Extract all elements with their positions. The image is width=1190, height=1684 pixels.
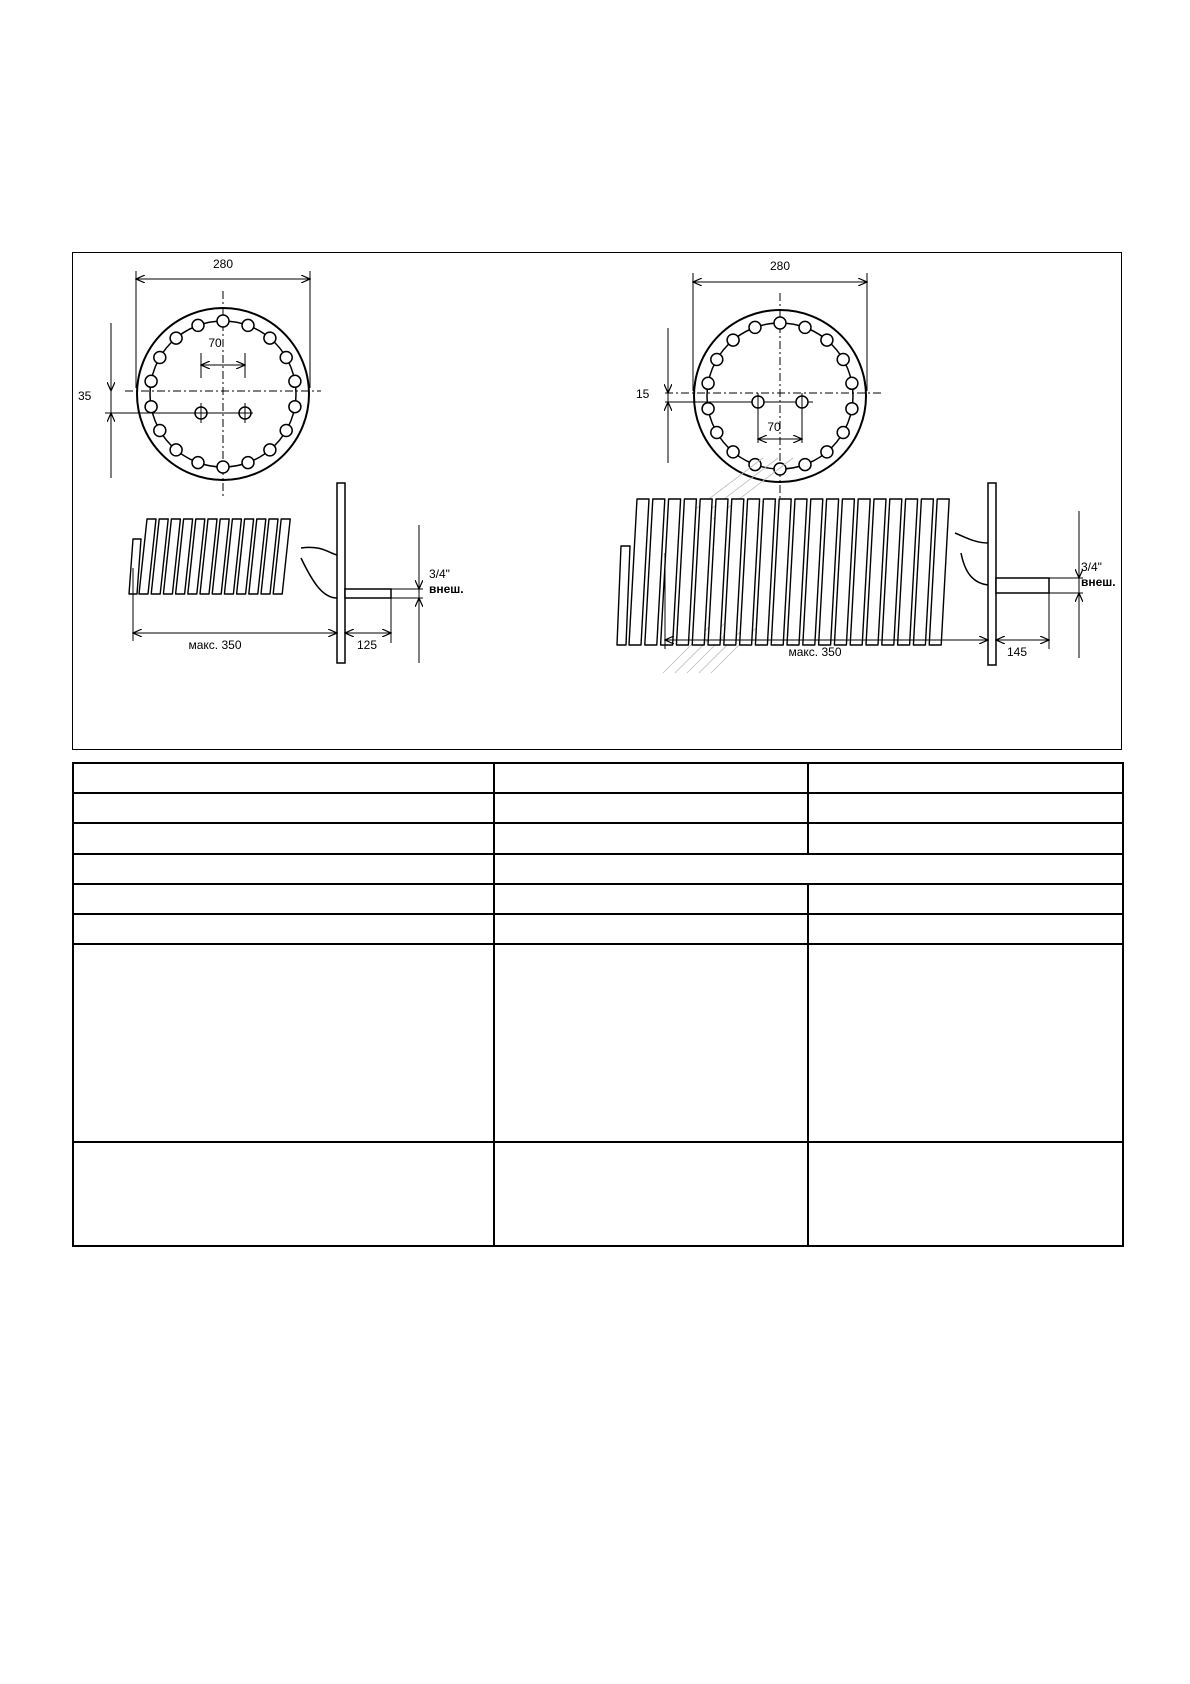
bolt-hole: [774, 317, 786, 329]
right-dim-15: 15: [636, 387, 650, 401]
bolt-hole: [837, 354, 849, 366]
bolt-hole: [711, 427, 723, 439]
left-thread-note: внеш.: [429, 582, 464, 596]
bolt-hole: [821, 446, 833, 458]
table-cell: [494, 1142, 808, 1246]
table-cell: [494, 763, 808, 793]
table-cell: [73, 763, 494, 793]
table-cell: [808, 1142, 1123, 1246]
table-cell: [808, 914, 1123, 944]
bolt-hole: [702, 403, 714, 415]
bolt-hole: [145, 375, 157, 387]
left-flange-plate: [337, 483, 345, 663]
table-cell: [494, 793, 808, 823]
table-cell: [808, 884, 1123, 914]
bolt-hole: [192, 319, 204, 331]
left-dim-280: 280: [212, 257, 234, 271]
left-dim-35: 35: [78, 389, 92, 403]
bolt-hole: [711, 354, 723, 366]
bolt-hole: [799, 459, 811, 471]
table-cell: [73, 793, 494, 823]
bolt-hole: [154, 425, 166, 437]
left-dim-125: 125: [357, 638, 378, 652]
table-row: [73, 763, 1123, 793]
bolt-hole: [799, 321, 811, 333]
table-cell: [494, 884, 808, 914]
table-row: [73, 823, 1123, 854]
right-threaded-pipe: [996, 578, 1049, 593]
bolt-hole: [264, 444, 276, 456]
left-dim-max350: макс. 350: [188, 638, 242, 652]
table-cell: [73, 823, 494, 854]
bolt-hole: [170, 332, 182, 344]
bolt-hole: [289, 375, 301, 387]
table-row: [73, 944, 1123, 1142]
right-thread-size: 3/4": [1081, 560, 1102, 574]
bolt-hole: [702, 377, 714, 389]
bolt-hole: [289, 401, 301, 413]
bolt-hole: [217, 315, 229, 327]
bolt-hole: [837, 427, 849, 439]
right-flange-plate: [988, 483, 996, 665]
right-flange-drawing: [617, 259, 1116, 673]
table-row: [73, 793, 1123, 823]
right-dim-280: 280: [769, 259, 791, 273]
table-cell: [494, 914, 808, 944]
table-row: [73, 1142, 1123, 1246]
table-cell: [494, 823, 808, 854]
table-cell: [808, 823, 1123, 854]
bolt-hole: [821, 334, 833, 346]
bolt-hole: [280, 425, 292, 437]
bolt-hole: [154, 352, 166, 364]
table-cell: [73, 1142, 494, 1246]
table-row: [73, 914, 1123, 944]
table-row: [73, 884, 1123, 914]
drawing-frame: [72, 252, 1122, 750]
bolt-hole: [170, 444, 182, 456]
bolt-hole: [242, 457, 254, 469]
left-coil: [129, 519, 290, 594]
table-cell: [73, 884, 494, 914]
bolt-hole: [217, 461, 229, 473]
left-flange-drawing: [78, 257, 464, 663]
bolt-hole: [727, 446, 739, 458]
bolt-hole: [145, 401, 157, 413]
table-cell: [73, 854, 494, 884]
coil-turn: [617, 546, 630, 645]
table-cell: [73, 914, 494, 944]
bolt-hole: [192, 457, 204, 469]
right-dim-max350: макс. 350: [788, 645, 842, 659]
table-row: [73, 854, 1123, 884]
left-dim-70: 70: [208, 336, 222, 350]
table-cell: [73, 944, 494, 1142]
table-cell: [494, 854, 1123, 884]
bolt-hole: [264, 332, 276, 344]
bolt-hole: [846, 403, 858, 415]
right-dim-145: 145: [1007, 645, 1028, 659]
left-thread-size: 3/4": [429, 567, 450, 581]
right-thread-note: внеш.: [1081, 575, 1116, 589]
table-cell: [808, 763, 1123, 793]
table-cell: [494, 944, 808, 1142]
bolt-hole: [280, 352, 292, 364]
bolt-hole: [846, 377, 858, 389]
spec-table: [72, 762, 1124, 1247]
bolt-hole: [242, 319, 254, 331]
right-dim-70: 70: [767, 420, 781, 434]
table-cell: [808, 793, 1123, 823]
right-coil: [617, 499, 949, 645]
bolt-hole: [727, 334, 739, 346]
table-cell: [808, 944, 1123, 1142]
left-threaded-pipe: [345, 589, 391, 598]
bolt-hole: [749, 321, 761, 333]
